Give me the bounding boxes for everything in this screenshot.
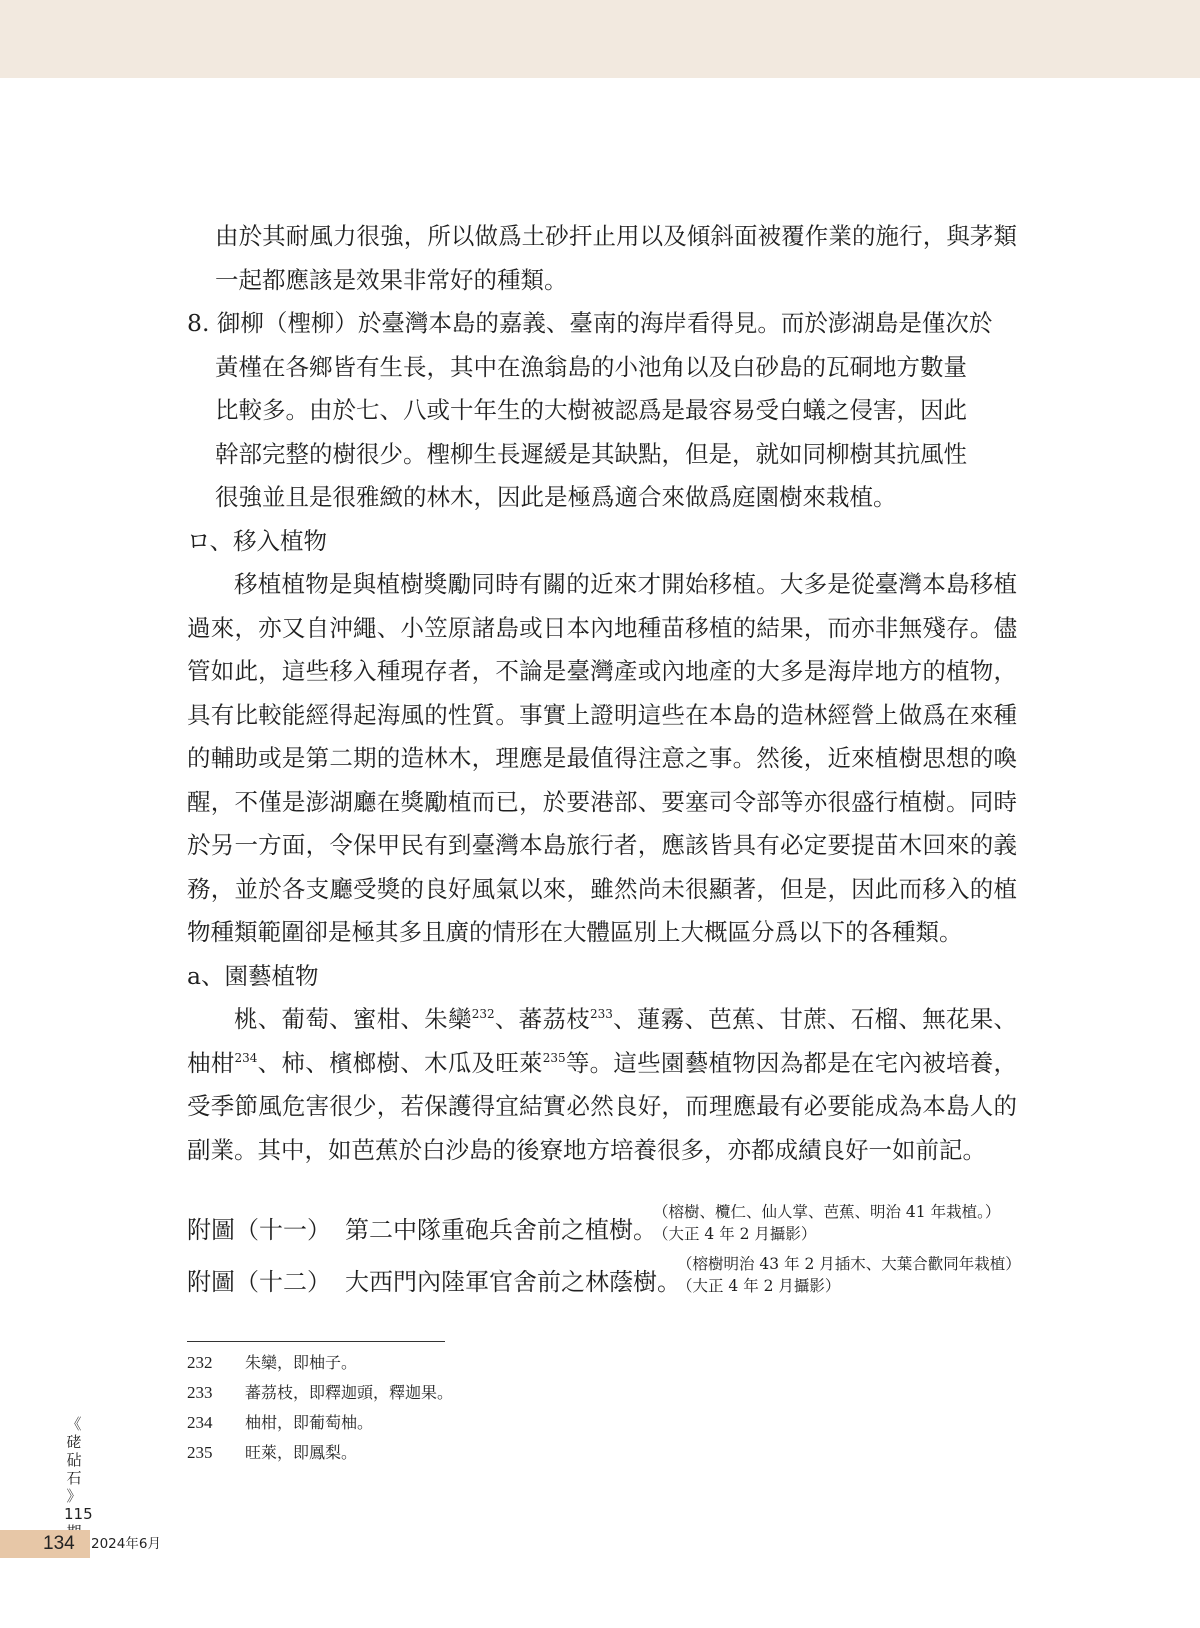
text-run: 、蕃茘枝 bbox=[494, 1005, 590, 1033]
text-run: 等。這些園藝植物因為都是在宅內被培養，受季節風危害很少，若保護得宜結實必然良好，而理應最有必要能成為本島人的副業。其中，如芭蕉於白沙島的後寮地方培養很多，亦都成績良好一如前記。 bbox=[187, 1048, 1018, 1164]
figure-note: （榕樹、欖仁、仙人掌、芭蕉、明治 41 年栽植。） bbox=[653, 1203, 1001, 1221]
figure-photo-date: （大正 4 年 2 月攝影） bbox=[677, 1277, 841, 1295]
footnote-number: 233 bbox=[187, 1383, 213, 1402]
item-8-line: 很強並且是很雅緻的林木，因此是極爲適合來做爲庭園樹來栽植。 bbox=[215, 483, 897, 511]
footnote-number: 234 bbox=[187, 1413, 213, 1432]
footnote-235 bbox=[187, 1440, 357, 1463]
section-heading-a: a、園藝植物 bbox=[187, 961, 319, 990]
running-title-vertical bbox=[64, 1415, 93, 1541]
text-run: 、柿、檳榔樹、木瓜及旺萊 bbox=[257, 1048, 543, 1077]
section-heading-ro: ロ、移入植物 bbox=[187, 526, 328, 555]
figure-note: （榕樹明治 43 年 2 月插木、大葉合歡同年栽植） bbox=[677, 1255, 1021, 1273]
footnote-text: 朱欒，即柚子。 bbox=[245, 1353, 358, 1372]
running-title-char: 砧 bbox=[66, 1451, 82, 1469]
footnote-ref[interactable]: 233 bbox=[589, 1007, 613, 1021]
running-title-char: 《 bbox=[66, 1415, 82, 1433]
body-text-block bbox=[187, 215, 1017, 1172]
top-decorative-band bbox=[0, 0, 1200, 78]
figure-caption: 第二中隊重砲兵舍前之植樹。 bbox=[345, 1216, 657, 1244]
running-title-char: 石 bbox=[66, 1469, 82, 1487]
page-number: 134 bbox=[43, 1533, 75, 1554]
figure-label: 附圖（十二） bbox=[187, 1268, 331, 1296]
horticulture-paragraph bbox=[187, 998, 1017, 1172]
item-8-line: 8. 御柳（檉柳）於臺灣本島的嘉義、臺南的海岸看得見。而於澎湖島是僅次於 bbox=[187, 309, 993, 337]
footnote-number: 232 bbox=[187, 1353, 213, 1372]
footnote-234 bbox=[187, 1410, 373, 1433]
item-8-paragraph bbox=[187, 302, 1017, 520]
figure-photo-date: （大正 4 年 2 月攝影） bbox=[653, 1225, 817, 1243]
item-8-line: 幹部完整的樹很少。檉柳生長遲緩是其缺點，但是，就如同柳樹其抗風性 bbox=[215, 439, 967, 468]
footnote-text: 蕃茘枝，即釋迦頭，釋迦果。 bbox=[245, 1383, 454, 1402]
text-run: 、蓮霧、芭蕉、甘蔗、石榴、無花果、柚柑 bbox=[187, 1005, 1018, 1077]
footnote-ref[interactable]: 235 bbox=[542, 1050, 566, 1065]
footnote-232 bbox=[187, 1350, 357, 1373]
footnote-text: 柚柑，即葡萄柚。 bbox=[245, 1413, 374, 1432]
figure-caption: 大西門內陸軍官舍前之林蔭樹。 bbox=[345, 1268, 681, 1296]
figure-ref-11 bbox=[187, 1203, 1047, 1252]
footnote-ref[interactable]: 232 bbox=[471, 1007, 495, 1021]
footnote-divider bbox=[187, 1341, 445, 1342]
running-title-char: 》 bbox=[66, 1487, 82, 1505]
item-8-line: 比較多。由於七、八或十年生的大樹被認爲是最容易受白蟻之侵害，因此 bbox=[215, 396, 967, 424]
figure-ref-12 bbox=[187, 1255, 1047, 1304]
issue-number: 115 bbox=[64, 1505, 93, 1523]
transplanted-plants-paragraph: 移植植物是與植樹獎勵同時有關的近來才開始移植。大多是從臺灣本島移植過來，亦又自沖繩、小笠原諸島或日本內地種苗移植的結果，而亦非無殘存。儘管如此，這些移入種現存者，不論是臺灣產或內地產的大多是海岸地方的植物，具有比較能經得起海風的性質。事實上證明這些在本島的造林經營上做爲在來種的輔助或是第二期的造林木，理應是最值得注意之事。然後，近來植樹思想的喚醒，不僅是澎湖廳在獎勵植而已，於要港部、要塞司令部等亦很盛行植樹。同時於另一方面，令保甲民有到臺灣本島旅行者，應該皆具有必定要提苗木回來的義務，並於各支廳受獎的良好風氣以來，雖然尚未很顯著，但是，因此而移入的植物種類範圍卻是極其多且廣的情形在大體區別上大概區分爲以下的各種類。 bbox=[187, 570, 1017, 946]
running-title-char: 硓 bbox=[66, 1433, 82, 1451]
footnote-ref[interactable]: 234 bbox=[234, 1050, 258, 1065]
issue-date: 2024年6月 bbox=[91, 1536, 161, 1552]
text-run: 桃、葡萄、蜜柑、朱欒 bbox=[234, 1005, 472, 1033]
footnote-number: 235 bbox=[187, 1443, 213, 1462]
footnote-text: 旺萊，即鳳梨。 bbox=[245, 1443, 358, 1462]
footnote-233 bbox=[187, 1380, 453, 1403]
item-8-line: 黃槿在各鄉皆有生長，其中在漁翁島的小池角以及白砂島的瓦硐地方數量 bbox=[215, 352, 967, 381]
paragraph-continuation: 由於其耐風力很強，所以做爲土砂扞止用以及傾斜面被覆作業的施行，與茅類一起都應該是效果非常好的種類。 bbox=[215, 222, 1017, 294]
figure-label: 附圖（十一） bbox=[187, 1216, 331, 1244]
